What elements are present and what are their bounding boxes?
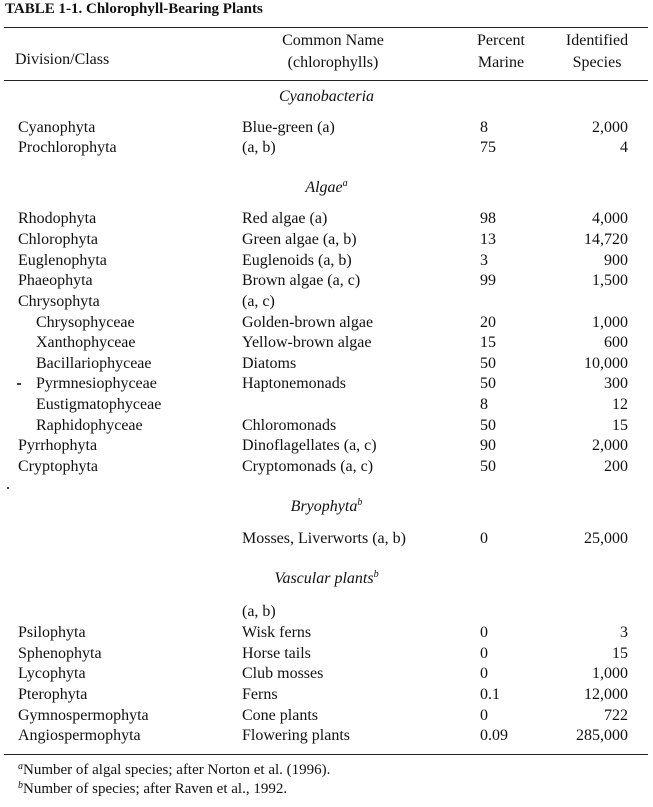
species-count-cell: 3 bbox=[620, 624, 628, 641]
header-identified-species bbox=[547, 30, 647, 74]
section-footnote-mark: a bbox=[342, 178, 348, 189]
class-cell: Chrysophyceae bbox=[36, 314, 135, 331]
percent-marine-cell: 0 bbox=[480, 624, 488, 641]
scan-speck bbox=[7, 487, 9, 489]
common-name-cell: Haptonemonads bbox=[242, 375, 346, 392]
common-name-cell: Horse tails bbox=[242, 645, 311, 662]
species-count-cell: 10,000 bbox=[584, 355, 628, 372]
common-name-cell: Blue-green (a) bbox=[242, 119, 335, 136]
common-name-cell: Cone plants bbox=[242, 707, 318, 724]
table-row bbox=[0, 622, 653, 643]
section-heading bbox=[0, 86, 653, 107]
common-name-cell: Mosses, Liverworts (a, b) bbox=[242, 530, 406, 547]
common-name-cell: Cryptomonads (a, c) bbox=[242, 458, 374, 475]
footnote-text: Number of species; after Raven et al., 1992. bbox=[23, 781, 288, 797]
percent-marine-cell: 20 bbox=[480, 314, 496, 331]
division-cell: Angiospermophyta bbox=[18, 727, 141, 744]
percent-marine-cell: 50 bbox=[480, 355, 496, 372]
division-cell: Prochlorophyta bbox=[18, 139, 117, 156]
scan-speck bbox=[17, 383, 21, 385]
common-name-cell: Flowering plants bbox=[242, 727, 350, 744]
table-row bbox=[0, 528, 653, 549]
header-common-name bbox=[239, 30, 427, 74]
section-name: Bryophyta bbox=[290, 498, 358, 515]
species-count-cell: 2,000 bbox=[592, 119, 628, 136]
table-row bbox=[0, 725, 653, 746]
division-cell: Pterophyta bbox=[18, 686, 88, 703]
footnote bbox=[18, 762, 330, 779]
percent-marine-cell: 13 bbox=[480, 231, 496, 248]
table-row bbox=[0, 117, 653, 138]
species-count-cell: 1,500 bbox=[592, 272, 628, 289]
footnote bbox=[18, 781, 287, 798]
table-row bbox=[0, 229, 653, 250]
common-name-cell: Green algae (a, b) bbox=[242, 231, 357, 248]
class-cell: Raphidophyceae bbox=[36, 417, 143, 434]
table-row bbox=[0, 705, 653, 726]
section-footnote-mark: b bbox=[373, 569, 379, 580]
species-count-cell: 200 bbox=[604, 458, 628, 475]
table-row bbox=[0, 663, 653, 684]
table-row bbox=[0, 456, 653, 477]
division-cell: Pyrrhophyta bbox=[18, 437, 98, 454]
header-percent-line-2: Marine bbox=[477, 54, 525, 71]
division-cell: Gymnospermophyta bbox=[18, 707, 149, 724]
percent-marine-cell: 8 bbox=[480, 396, 488, 413]
division-cell: Rhodophyta bbox=[18, 210, 97, 227]
common-name-cell: Yellow-brown algae bbox=[242, 334, 372, 351]
percent-marine-cell: 0 bbox=[480, 665, 488, 682]
percent-marine-cell: 50 bbox=[480, 375, 496, 392]
table-row bbox=[0, 270, 653, 291]
species-count-cell: 300 bbox=[604, 375, 628, 392]
common-name-cell: (a, c) bbox=[242, 293, 275, 310]
class-cell: Bacillariophyceae bbox=[36, 355, 152, 372]
division-cell: Phaeophyta bbox=[18, 272, 93, 289]
common-name-cell: Diatoms bbox=[242, 355, 297, 372]
division-cell: Lycophyta bbox=[18, 665, 86, 682]
species-count-cell: 722 bbox=[604, 707, 628, 724]
header-percent-line-1: Percent bbox=[477, 32, 525, 49]
class-cell: Eustigmatophyceae bbox=[36, 396, 162, 413]
footnote-mark: b bbox=[18, 780, 23, 791]
common-name-cell: (a, b) bbox=[242, 139, 276, 156]
species-count-cell: 15 bbox=[612, 645, 628, 662]
species-count-cell: 4,000 bbox=[592, 210, 628, 227]
percent-marine-cell: 50 bbox=[480, 417, 496, 434]
table-row bbox=[0, 291, 653, 312]
table-row bbox=[0, 373, 653, 394]
table-row bbox=[0, 643, 653, 664]
top-rule bbox=[4, 27, 648, 28]
common-name-cell: Euglenoids (a, b) bbox=[242, 252, 352, 269]
percent-marine-cell: 0 bbox=[480, 530, 488, 547]
species-count-cell: 14,720 bbox=[584, 231, 628, 248]
section-heading bbox=[0, 496, 653, 517]
species-count-cell: 2,000 bbox=[592, 437, 628, 454]
header-species-line-1: Identified bbox=[565, 32, 629, 49]
division-cell: Sphenophyta bbox=[18, 645, 102, 662]
common-name-cell: Ferns bbox=[242, 686, 278, 703]
percent-marine-cell: 0 bbox=[480, 707, 488, 724]
table-row bbox=[0, 332, 653, 353]
percent-marine-cell: 90 bbox=[480, 437, 496, 454]
table-row bbox=[0, 312, 653, 333]
common-name-cell: (a, b) bbox=[242, 603, 276, 620]
species-count-cell: 1,000 bbox=[592, 314, 628, 331]
division-cell: Chlorophyta bbox=[18, 231, 98, 248]
percent-marine-cell: 0.1 bbox=[480, 686, 500, 703]
percent-marine-cell: 75 bbox=[480, 139, 496, 156]
species-count-cell: 12,000 bbox=[584, 686, 628, 703]
division-cell: Euglenophyta bbox=[18, 252, 107, 269]
division-cell: Psilophyta bbox=[18, 624, 86, 641]
bottom-rule bbox=[4, 754, 648, 755]
percent-marine-cell: 99 bbox=[480, 272, 496, 289]
percent-marine-cell: 0 bbox=[480, 645, 488, 662]
section-name: Algae bbox=[305, 179, 343, 196]
table-row bbox=[0, 208, 653, 229]
table-title: TABLE 1-1. Chlorophyll-Bearing Plants bbox=[5, 1, 263, 17]
common-name-cell: Brown algae (a, c) bbox=[242, 272, 361, 289]
percent-marine-cell: 50 bbox=[480, 458, 496, 475]
common-name-cell: Wisk ferns bbox=[242, 624, 312, 641]
species-count-cell: 600 bbox=[604, 334, 628, 351]
header-percent-marine bbox=[461, 30, 541, 74]
header-division: Division/Class bbox=[15, 51, 110, 68]
species-count-cell: 12 bbox=[612, 396, 628, 413]
species-count-cell: 4 bbox=[620, 139, 628, 156]
table-row bbox=[0, 250, 653, 271]
common-name-cell: Club mosses bbox=[242, 665, 324, 682]
table-row bbox=[0, 394, 653, 415]
section-name: Vascular plants bbox=[274, 570, 374, 587]
species-count-cell: 25,000 bbox=[584, 530, 628, 547]
table-row bbox=[0, 415, 653, 436]
table-row bbox=[0, 601, 653, 622]
species-count-cell: 285,000 bbox=[576, 727, 628, 744]
header-common-line-1: Common Name bbox=[282, 32, 384, 49]
percent-marine-cell: 8 bbox=[480, 119, 488, 136]
table-row bbox=[0, 684, 653, 705]
header-species-line-2: Species bbox=[572, 54, 622, 71]
section-name: Cyanobacteria bbox=[278, 88, 375, 105]
common-name-cell: Golden-brown algae bbox=[242, 314, 374, 331]
common-name-cell: Red algae (a) bbox=[242, 210, 328, 227]
common-name-cell: Chloromonads bbox=[242, 417, 337, 434]
header-rule bbox=[4, 80, 648, 81]
section-heading bbox=[0, 568, 653, 589]
species-count-cell: 900 bbox=[604, 252, 628, 269]
class-cell: Xanthophyceae bbox=[36, 334, 136, 351]
species-count-cell: 15 bbox=[612, 417, 628, 434]
common-name-cell: Dinoflagellates (a, c) bbox=[242, 437, 377, 454]
percent-marine-cell: 15 bbox=[480, 334, 496, 351]
table-row bbox=[0, 435, 653, 456]
class-cell: Pyrmnesiophyceae bbox=[36, 375, 157, 392]
section-heading bbox=[0, 177, 653, 198]
division-cell: Chrysophyta bbox=[18, 293, 100, 310]
table-row bbox=[0, 353, 653, 374]
footnote-text: Number of algal species; after Norton et al. (1996). bbox=[23, 762, 331, 778]
header-common-line-2: (chlorophylls) bbox=[287, 54, 379, 71]
percent-marine-cell: 3 bbox=[480, 252, 488, 269]
table-row bbox=[0, 137, 653, 158]
footnote-mark: a bbox=[18, 761, 23, 772]
species-count-cell: 1,000 bbox=[592, 665, 628, 682]
percent-marine-cell: 0.09 bbox=[480, 727, 508, 744]
division-cell: Cryptophyta bbox=[18, 458, 98, 475]
percent-marine-cell: 98 bbox=[480, 210, 496, 227]
division-cell: Cyanophyta bbox=[18, 119, 96, 136]
section-footnote-mark: b bbox=[357, 497, 363, 508]
